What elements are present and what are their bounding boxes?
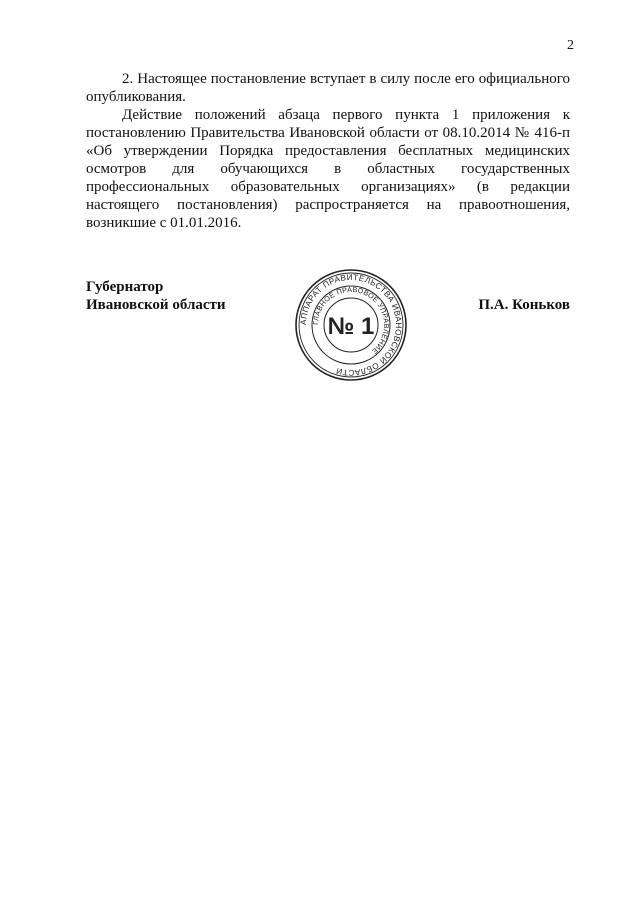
- signatory-title-line2: Ивановской области: [86, 297, 226, 313]
- signature-block: [86, 272, 570, 388]
- signatory-title-line1: Губернатор: [86, 279, 164, 295]
- seal-inner-text: ГЛАВНОЕ ПРАВОВОЕ УПРАВЛЕНИЕ: [310, 284, 392, 357]
- signatory-title: [86, 278, 226, 314]
- paragraph-entry-into-force: 2. Настоящее постановление вступает в силу после его официального опубликования.: [86, 71, 570, 105]
- seal-graphic: [294, 268, 408, 382]
- seal-ring-text: АППАРАТ ПРАВИТЕЛЬСТВА ИВАНОВСКОЙ ОБЛАСТИ: [298, 272, 404, 378]
- page-number: 2: [567, 38, 574, 53]
- paragraph-retroactive-effect: Действие положений абзаца первого пункта 1 приложения к постановлению Правительства Ивановской области от 08.10.2014 № 416-п «Об утверждении Порядка предоставления бесплатных медицинских осмотров для обучающихся в областных государственных профессиональных образовательных организациях» (в редакции настоящего постановления) распространяется на правоотношения, возникшие с 01.01.2016.: [86, 107, 570, 231]
- seal-center-number: № 1: [327, 313, 375, 340]
- official-seal-stamp: [294, 268, 408, 382]
- signatory-name: П.А. Коньков: [478, 297, 570, 313]
- body-text: [86, 70, 570, 232]
